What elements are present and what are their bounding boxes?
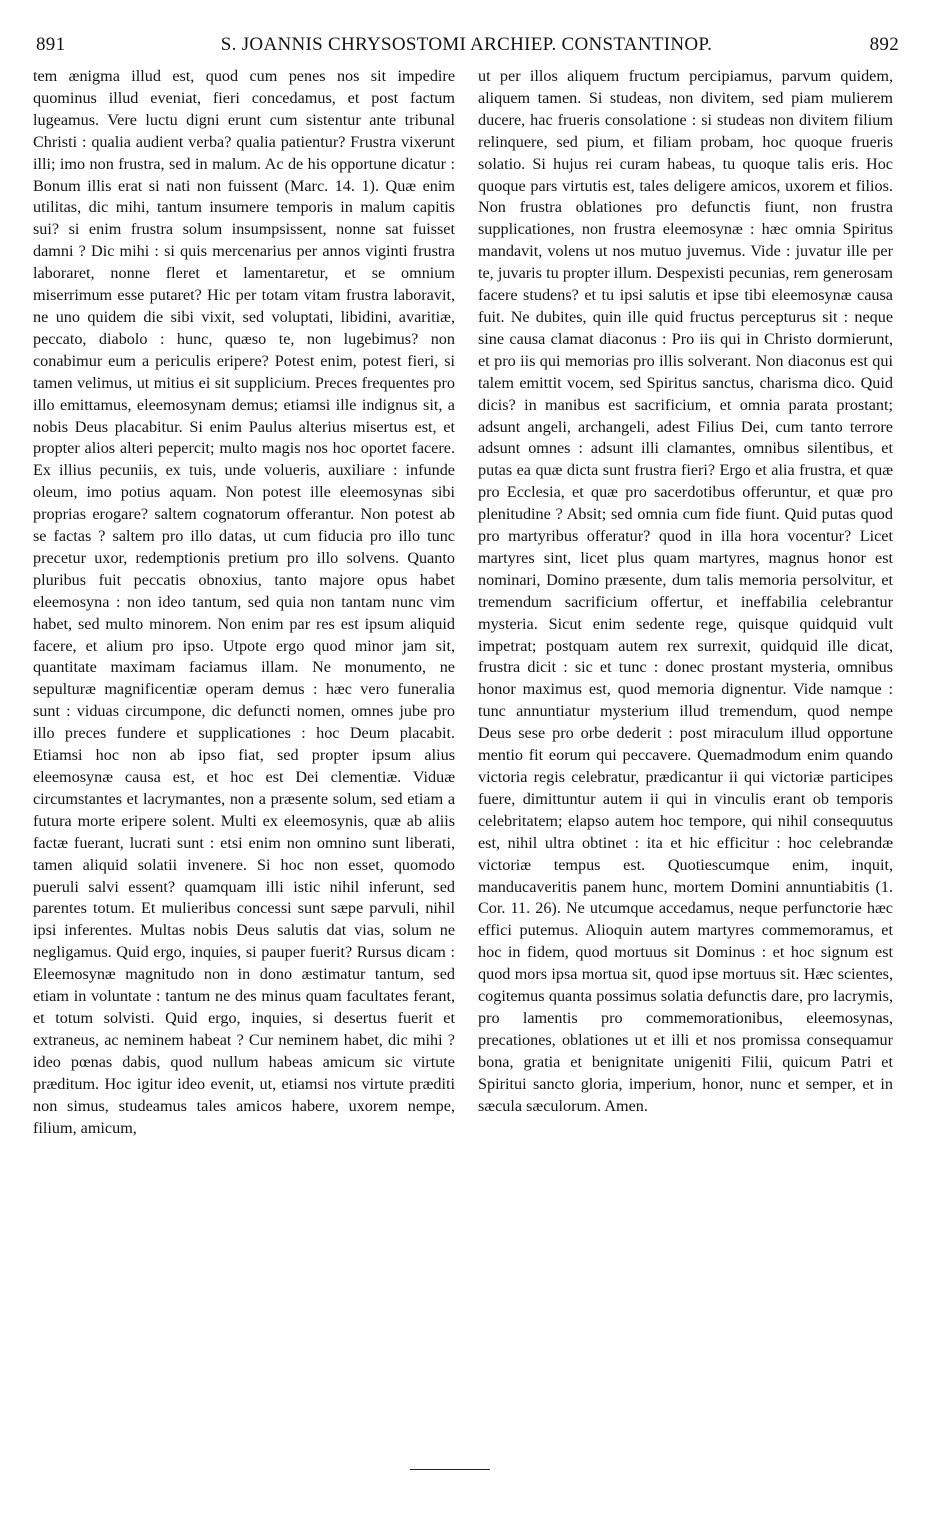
page-number-left: 891 xyxy=(36,34,66,55)
end-divider xyxy=(410,1469,490,1470)
text-column-right xyxy=(478,66,893,1118)
text-column-left xyxy=(33,66,455,1139)
column-right-text: ut per illos aliquem fructum percipiamus, parvum quidem, aliquem tamen. Si studeas, non divitem, sed piam mulierem ducere, hac frueris consolatione : si studeas non divitem filium relinquere, sed pium, et filiam probam, hoc quoque frueris solatio. Si hujus rei curam habeas, tu quoque talis eris. Hoc quoque pars virtutis est, tales deligere amicos, uxorem et filios. Non frustra oblationes pro defunctis fiunt, non frustra supplicationes, non frustra eleemosynæ : hæc omnia Spiritus mandavit, volens ut nos mutuo juvemus. Vide : juvatur ille per te, juvaris tu propter illum. Despexisti pecunias, rem generosam facere studens? et tu ipsi salutis et ipse tibi eleemosynæ causa fuit. Ne dubites, quin ille quid fructus percepturus sit : neque sine causa clamat diaconus : Pro iis qui in Christo dormierunt, et pro iis qui memorias pro illis solverant. Non diaconus est qui talem emittit vocem, sed Spiritus sanctus, charisma dico. Quid dicis? in manibus est sacrificium, et omnia parata prostant; adsunt angeli, archangeli, adest Filius Dei, cum tanto terrore adsunt omnes : adsunt illi clamantes, omnibus silentibus, et putas ea quæ dicta sunt frustra fieri? Ergo et alia frustra, et quæ pro Ecclesia, et quæ pro sacerdotibus offeruntur, et quæ pro plenitudine ? Absit; sed omnia cum fide fiunt. Quid putas quod pro martyribus offeratur? quod in illa hora vocentur? Licet martyres sint, licet plus quam martyres, magnus honor est nominari, Domino præsente, dum talis memoria persolvitur, et tremendum sacrificium offertur, et ineffabilia celebrantur mysteria. Sicut enim sedente rege, quisque quidquid vult impetrat; postquam autem rex surrexit, quidquid ille dicat, frustra dicit : sic et tunc : donec prostant mysteria, omnibus honor maximus est, quod memoria dignentur. Vide namque : tunc annuntiatur mysterium illud tremendum, quod nempe Deus sese pro orbe dederit : post miraculum illud opportune mentio fit eorum qui peccavere. Quemadmodum enim quando victoria regis celebratur, prædicantur ii qui victoriæ participes fuere, dimittuntur autem ii qui in vinculis erant ob temporis celebritatem; elapso autem hoc tempore, qui nihil consequutus est, nihil ultra obtinet : ita et hic efficitur : hoc celebrandæ victoriæ tempus est. Quotiescumque enim, inquit, manducaveritis panem hunc, mortem Domini annuntiabitis (1. Cor. 11. 26). Ne utcumque accedamus, neque perfunctorie hæc effici putemus. Alioquin autem martyres commemoramus, et hoc in fidem, quod mortuus sit Dominus : et hoc signum est quod mors ipsa mortua sit, quod ipse mortuus sit. Hæc scientes, cogitemus quanta possimus solatia defunctis dare, pro lacrymis, pro lamentis pro commemorationibus, eleemosynas, precationes, oblationes ut et illi et nos promissa consequamur bona, gratia et benignitate unigeniti Filii, quicum Patri et Spiritui sancto gloria, imperium, honor, nunc et semper, et in sæcula sæculorum. Amen. xyxy=(478,67,893,1115)
running-title: S. JOANNIS CHRYSOSTOMI ARCHIEP. CONSTANTINOP. xyxy=(220,34,713,55)
column-left-text: tem ænigma illud est, quod cum penes nos sit impedire quominus illud eveniat, fieri concedamus, et post factum lugeamus. Vere luctu digni erunt cum sistentur ante tribunal Christi : qualia audient verba? qualia patientur? Frustra vixerunt illi; imo non frustra, sed in malum. Ac de his opportune dicatur : Bonum illis erat si nati non fuissent (Marc. 14. 1). Quæ enim utilitas, dic mihi, tantum insumere temporis in malum capitis sui? si enim frustra solum insumpsissent, nonne sat fuisset damni ? Dic mihi : si quis mercenarius per annos viginti frustra laboraret, nonne fleret et lamentaretur, et se omnium miserrimum esse putaret? Hic per totam vitam frustra laboravit, ne uno quidem die sibi vixit, sed voluptati, libidini, avaritiæ, peccato, diabolo : hunc, quæso te, non lugebimus? non conabimur eum a periculis eripere? Potest enim, potest fieri, si tamen velimus, ut mitius ei sit supplicium. Preces frequentes pro illo emittamus, eleemosynam demus; etiamsi ille indignus sit, a nobis Deus placabitur. Si enim Paulus alterius misertus est, et propter alios alteri pepercit; multo magis nos hoc oportet facere. Ex illius pecuniis, ex tuis, unde volueris, auxiliare : infunde oleum, imo potius aquam. Non potest ille eleemosynas sibi proprias erogare? saltem cognatorum offerantur. Non potest ab se factas ? saltem pro illo datas, ut cum fiducia pro illo tunc precetur uxor, redemptionis pretium pro illo solvens. Quanto pluribus fuit peccatis obnoxius, tanto majore opus habet eleemosyna : non ideo tantum, sed quia non tantam nunc vim habet, sed multo minorem. Non enim par res est ipsum aliquid facere, et alium pro ipso. Utpote ergo quod minor jam sit, quantitate maximam faciamus illam. Ne monumento, ne sepulturæ magnificentiæ operam demus : hæc vero funeralia sunt : viduas circumpone, dic defuncti nomen, omnes jube pro illo preces fundere et supplicationes : hoc Deum placabit. Etiamsi hoc non ab ipso fiat, sed propter ipsum alius eleemosynæ causa est, et hoc est Dei clementiæ. Viduæ circumstantes et lacrymantes, non a præsente solum, sed etiam a futura morte eripere solent. Multi ex eleemosynis, quæ ab aliis factæ fuerant, lucrati sunt : etsi enim non omnino sunt liberati, tamen aliquid solatii invenere. Si hoc non esset, quomodo pueruli salvi essent? quamquam illi istic nihil inferunt, sed parentes totum. Et mulieribus concessi sunt sæpe parvuli, nihil ipsi inferentes. Multas nobis Deus salutis dat vias, solum ne negligamus. Quid ergo, inquies, si pauper fuerit? Rursus dicam : Eleemosynæ magnitudo non in dono æstimatur tantum, sed etiam in voluntate : tantum ne des minus quam facultates ferant, et totum solvisti. Quid ergo, inquies, si desertus fuerit et extraneus, ac neminem habeat ? Cur neminem habet, dic mihi ? ideo pœnas dabis, quod nullum habeas amicum sic virtute præditum. Hoc igitur ideo evenit, ut, etiamsi nos virtute præditi non simus, studeamus tales amicos habere, uxorem nempe, filium, amicum, xyxy=(33,67,455,1137)
page-header xyxy=(30,34,903,64)
page-number-right: 892 xyxy=(869,34,899,55)
